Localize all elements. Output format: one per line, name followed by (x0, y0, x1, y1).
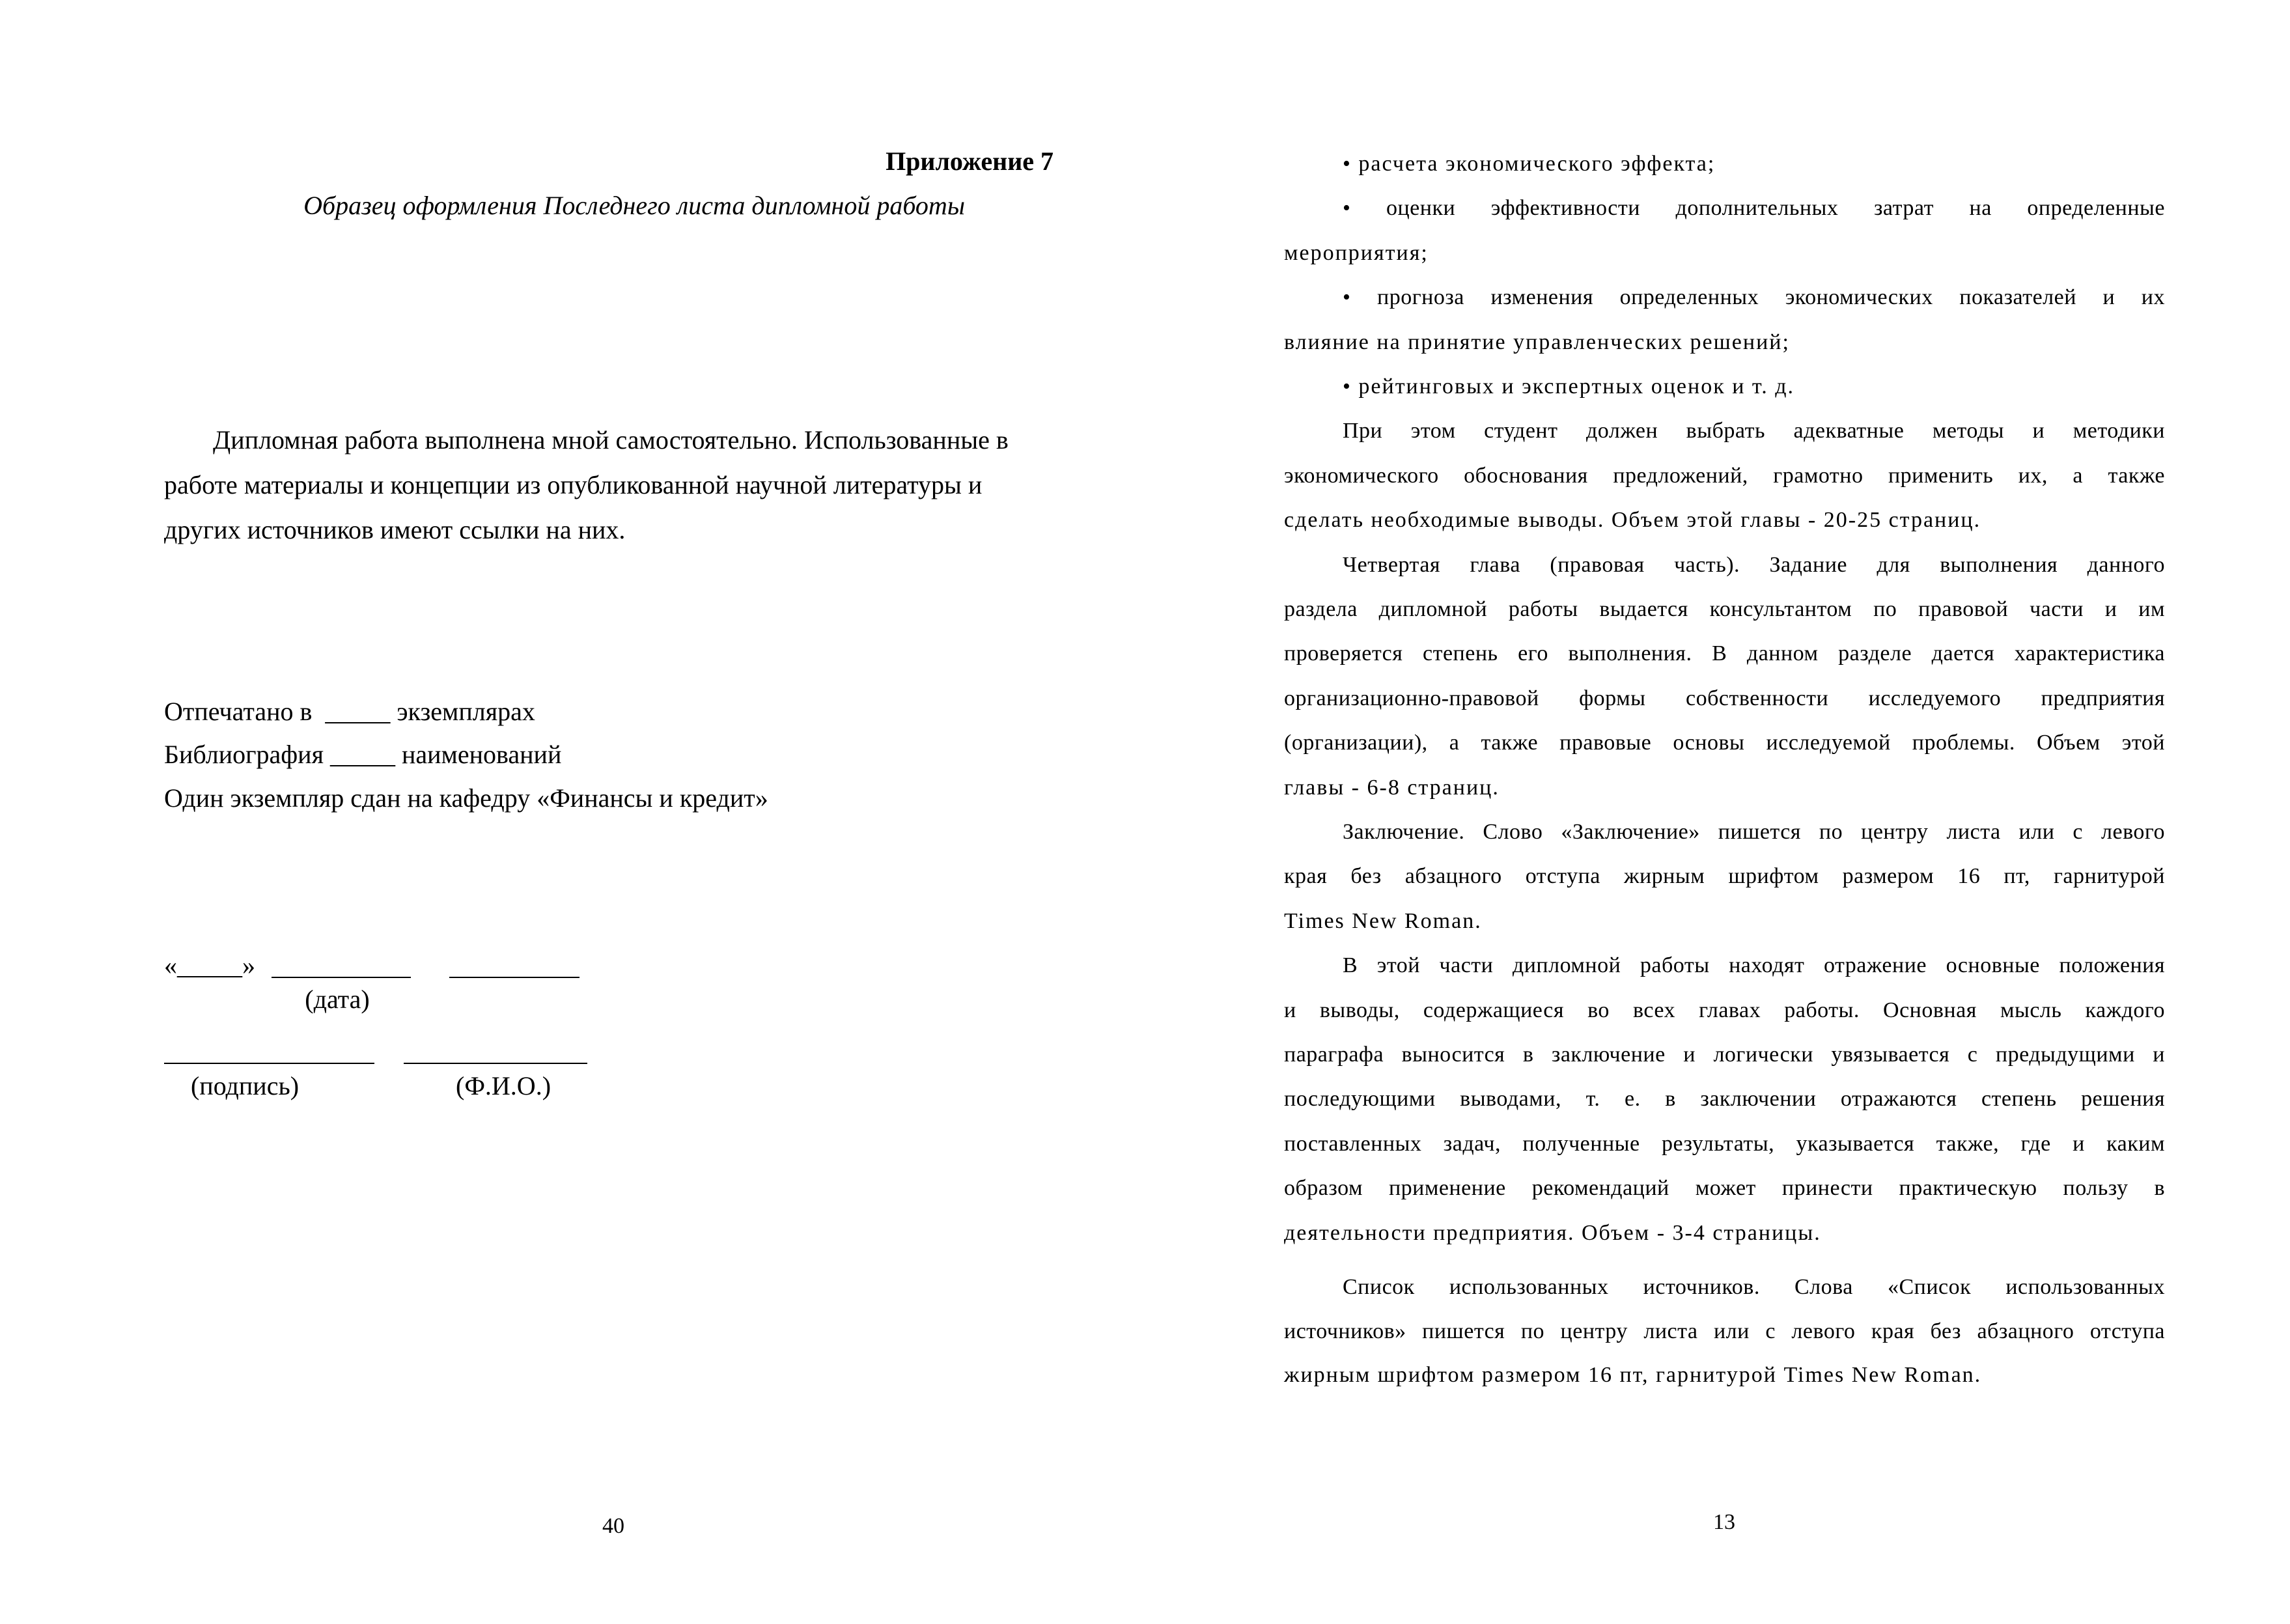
body-line: работе материалы и концепции из опубликованной научной литературы и (164, 470, 983, 499)
text-line: поставленных задач, полученные результаты, указывается также, где и каким (1284, 1132, 2165, 1156)
signature-label: (подпись) (190, 1071, 300, 1100)
bibliography-suffix: наименований (401, 740, 562, 769)
text-line: образом применение рекомендаций может принести практическую пользу в (1284, 1176, 2165, 1200)
date-label: (дата) (305, 985, 370, 1014)
text-line: источников» пишется по центру листа или с левого края без абзацного отступа (1284, 1319, 2165, 1343)
text-line: мероприятия; (1284, 241, 1429, 265)
text-line: организационно-правовой формы собственности исследуемого предприятия (1284, 686, 2165, 710)
printed-copies-suffix: экземплярах (397, 697, 535, 726)
printed-copies-label: Отпечатано в (164, 697, 313, 726)
text-line: главы - 6-8 страниц. (1284, 776, 1500, 800)
bibliography-line (164, 738, 561, 771)
text-line: проверяется степень его выполнения. В данном разделе дается характеристика (1284, 641, 2165, 665)
text-line: Четвертая глава (правовая часть). Задание для выполнения данного (1343, 553, 2165, 577)
name-label: (Ф.И.О.) (455, 1071, 552, 1100)
text-line: (организации), а также правовые основы исследуемой проблемы. Объем этой (1284, 731, 2165, 755)
copy-submitted-line: Один экземпляр сдан на кафедру «Финансы и кредит» (164, 783, 768, 813)
body-line: Дипломная работа выполнена мной самостоятельно. Использованные в (213, 425, 1009, 455)
date-day-field: «_____» (164, 951, 255, 980)
printed-copies-line (164, 695, 535, 728)
text-line: сделать необходимые выводы. Объем этой главы - 20-25 страниц. (1284, 508, 1981, 532)
text-line: параграфа выносится в заключение и логически увязывается с предыдущими и (1284, 1043, 2165, 1067)
text-line: влияние на принятие управленческих решений; (1284, 330, 1790, 354)
text-line: Заключение. Слово «Заключение» пишется по центру листа или с левого (1343, 820, 2165, 844)
signature-line (164, 1063, 374, 1064)
printed-copies-blank: _____ (325, 697, 391, 726)
bibliography-blank: _____ (329, 740, 395, 769)
date-month-line (272, 977, 411, 978)
text-line: деятельности предприятия. Объем - 3-4 страницы. (1284, 1221, 1821, 1245)
name-line (404, 1063, 587, 1064)
appendix-heading: Приложение 7 (886, 147, 1054, 176)
text-line: В этой части дипломной работы находят отражение основные положения (1343, 953, 2165, 977)
body-line: других источников имеют ссылки на них. (164, 515, 626, 544)
text-line: жирным шрифтом размером 16 пт, гарнитурой Times New Roman. (1284, 1363, 1982, 1387)
text-line: Список использованных источников. Слова «Список использованных (1343, 1275, 2165, 1299)
text-line: и выводы, содержащиеся во всех главах работы. Основная мысль каждого (1284, 998, 2165, 1022)
text-line: края без абзацного отступа жирным шрифтом размером 16 пт, гарнитурой (1284, 864, 2165, 888)
text-line: • рейтинговых и экспертных оценок и т. д. (1343, 374, 1795, 399)
appendix-subheading: Образец оформления Последнего листа дипломной работы (303, 191, 965, 220)
text-line: • оценки эффективности дополнительных затрат на определенные (1343, 196, 2165, 220)
text-line: • прогноза изменения определенных экономических показателей и их (1343, 285, 2165, 309)
page-number-left: 40 (602, 1514, 624, 1538)
text-line: раздела дипломной работы выдается консультантом по правовой части и им (1284, 597, 2165, 621)
text-line: Times New Roman. (1284, 909, 1482, 933)
text-line: • расчета экономического эффекта; (1343, 152, 1716, 176)
date-year-line (449, 977, 579, 978)
text-line: последующими выводами, т. е. в заключении отражаются степень решения (1284, 1087, 2165, 1111)
text-line: экономического обоснования предложений, грамотно применить их, а также (1284, 464, 2165, 488)
bibliography-label: Библиография (164, 740, 324, 769)
text-line: При этом студент должен выбрать адекватные методы и методики (1343, 419, 2165, 443)
page-number-right: 13 (1713, 1510, 1735, 1534)
